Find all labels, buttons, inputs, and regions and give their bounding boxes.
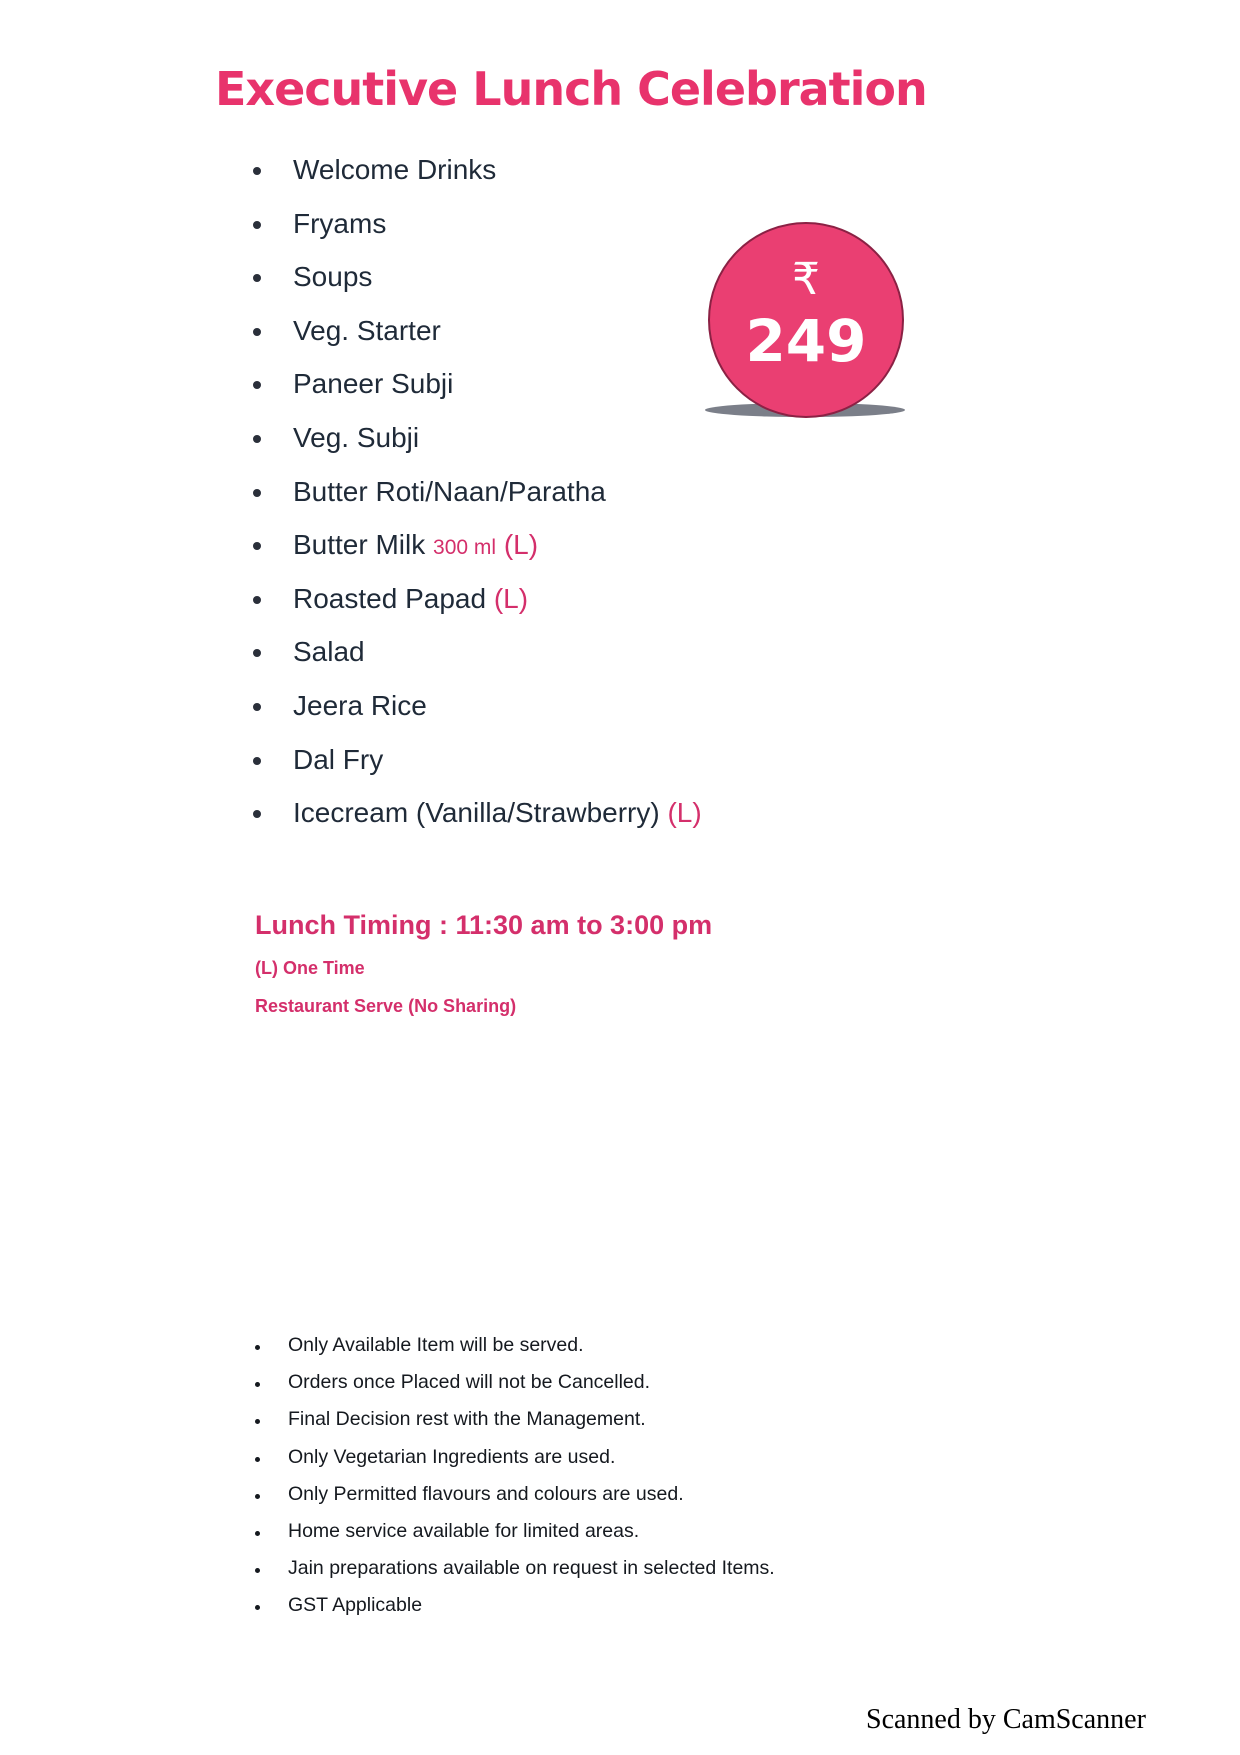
term-text: Only Permitted flavours and colours are used. — [288, 1482, 684, 1505]
menu-item-name: Icecream (Vanilla/Strawberry) — [293, 797, 660, 829]
menu-item-name: Welcome Drinks — [293, 154, 497, 185]
menu-item-name: Butter Roti/Naan/Paratha — [293, 475, 606, 507]
menu-item-name: Roasted Papad — [293, 582, 487, 614]
menu-item — [248, 207, 702, 264]
menu-item-name: Veg. Starter — [293, 314, 441, 346]
bullet-icon — [253, 757, 261, 765]
rupee-icon: ₹ — [792, 254, 820, 305]
menu-item — [248, 370, 702, 424]
menu-item — [248, 743, 702, 800]
bullet-icon — [253, 167, 261, 175]
bullet-icon — [253, 542, 261, 550]
bullet-icon — [255, 1457, 260, 1462]
menu-item-name: Paneer Subji — [293, 368, 454, 400]
bullet-icon — [253, 489, 261, 497]
bullet-icon — [253, 435, 261, 443]
menu-item — [248, 689, 702, 746]
menu-item-limit-flag: (L) — [493, 582, 529, 614]
one-time-note: (L) One Time — [255, 958, 365, 978]
term-item — [255, 1336, 775, 1373]
bullet-icon — [255, 1494, 260, 1499]
menu-item-name: Veg. Subji — [293, 421, 420, 453]
bullet-icon — [253, 810, 261, 818]
term-item — [255, 1559, 775, 1596]
price-amount: 249 — [745, 307, 867, 375]
lunch-timing: Lunch Timing : 11:30 am to 3:00 pm — [255, 910, 713, 940]
price-badge — [708, 222, 904, 418]
bullet-icon — [253, 221, 261, 229]
term-item — [255, 1596, 775, 1633]
menu-item — [248, 314, 702, 371]
bullet-icon — [255, 1419, 260, 1424]
menu-item-name: Salad — [293, 636, 365, 668]
bullet-icon — [253, 649, 261, 657]
term-text: GST Applicable — [288, 1594, 423, 1617]
menu-list — [248, 156, 702, 853]
menu-item — [248, 475, 702, 532]
bullet-icon — [255, 1605, 260, 1610]
term-item — [255, 1410, 775, 1447]
bullet-icon — [253, 703, 261, 711]
bullet-icon — [255, 1382, 260, 1387]
menu-item — [248, 156, 702, 210]
bullet-icon — [255, 1345, 260, 1350]
term-text: Jain preparations available on request in selected Items. — [288, 1557, 775, 1580]
menu-item — [248, 638, 702, 692]
term-item — [255, 1445, 775, 1485]
menu-item-name: Dal Fry — [293, 743, 384, 775]
bullet-icon — [253, 596, 261, 604]
term-item — [255, 1519, 775, 1559]
terms-list — [255, 1336, 775, 1634]
bullet-icon — [253, 274, 261, 282]
menu-item-name: Butter Milk — [293, 529, 426, 561]
menu-item-quantity: 300 ml — [433, 536, 497, 560]
menu-item-name: Fryams — [293, 207, 387, 239]
term-text: Only Available Item will be served. — [288, 1334, 584, 1356]
restaurant-serve-note: Restaurant Serve (No Sharing) — [255, 996, 517, 1016]
term-text: Home service available for limited areas. — [288, 1519, 640, 1542]
menu-item-limit-flag: (L) — [503, 529, 539, 561]
term-text: Only Vegetarian Ingredients are used. — [288, 1445, 616, 1468]
menu-item — [248, 531, 702, 585]
menu-item-limit-flag: (L) — [667, 797, 702, 829]
term-item — [255, 1482, 775, 1522]
term-text: Orders once Placed will not be Cancelled. — [288, 1371, 651, 1394]
menu-item — [248, 582, 702, 639]
menu-item — [248, 263, 702, 317]
bullet-icon — [253, 328, 261, 336]
term-text: Final Decision rest with the Management. — [288, 1408, 646, 1431]
menu-item — [248, 799, 702, 853]
bullet-icon — [255, 1568, 260, 1573]
menu-item — [248, 421, 702, 478]
page-title: Executive Lunch Celebration — [215, 62, 927, 116]
menu-item-name: Soups — [293, 261, 373, 293]
menu-item-name: Jeera Rice — [293, 689, 427, 721]
bullet-icon — [255, 1531, 260, 1536]
price-badge-wrap — [708, 222, 902, 416]
bullet-icon — [253, 381, 261, 389]
scanner-watermark: Scanned by CamScanner — [866, 1704, 1146, 1735]
term-item — [255, 1373, 775, 1410]
